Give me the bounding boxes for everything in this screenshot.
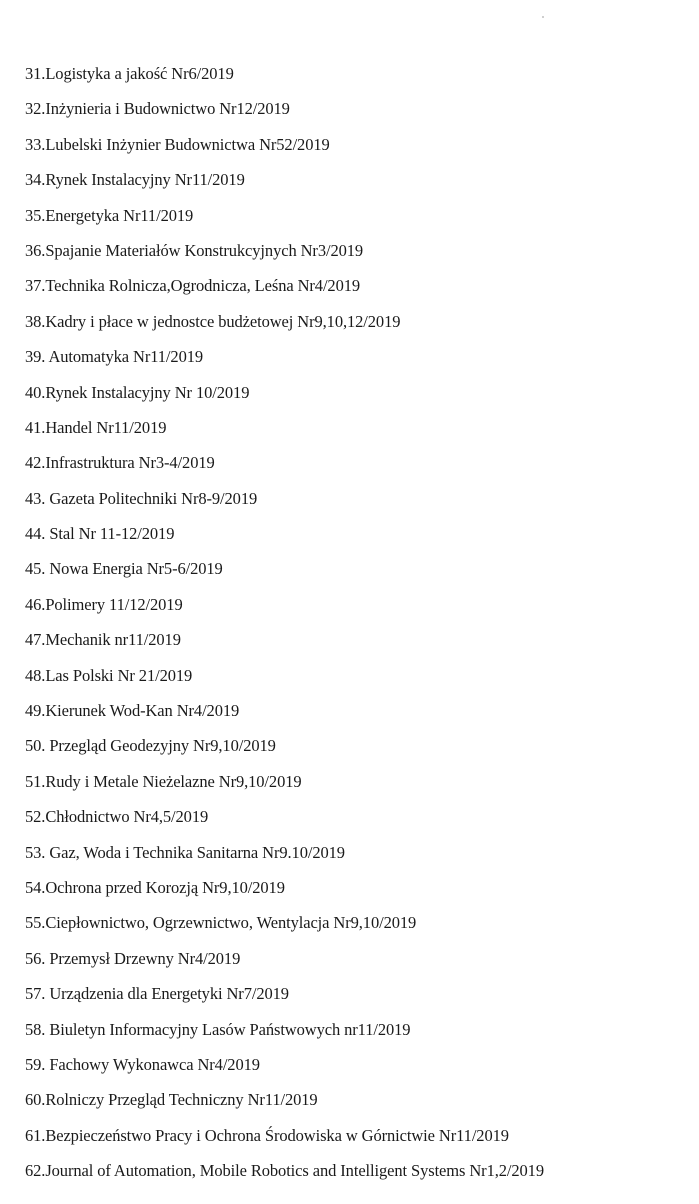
list-item: 32.Inżynieria i Budownictwo Nr12/2019 (25, 99, 290, 119)
list-item: 38.Kadry i płace w jednostce budżetowej Nr9,10,12/2019 (25, 311, 401, 331)
list-item: 47.Mechanik nr11/2019 (25, 630, 181, 650)
periodicals-list (25, 61, 544, 1194)
list-item: 37.Technika Rolnicza,Ogrodnicza, Leśna Nr4/2019 (25, 276, 361, 296)
list-item: 60.Rolniczy Przegląd Techniczny Nr11/2019 (25, 1090, 318, 1110)
list-item: 36.Spajanie Materiałów Konstrukcyjnych Nr3/2019 (25, 240, 364, 260)
list-item: 55.Ciepłownictwo, Ogrzewnictwo, Wentylacja Nr9,10/2019 (25, 913, 417, 933)
list-item: 35.Energetyka Nr11/2019 (25, 205, 194, 225)
list-item: 44. Stal Nr 11-12/2019 (25, 524, 175, 544)
list-item: 34.Rynek Instalacyjny Nr11/2019 (25, 170, 245, 190)
list-item: 57. Urządzenia dla Energetyki Nr7/2019 (25, 984, 289, 1004)
list-item: 50. Przegląd Geodezyjny Nr9,10/2019 (25, 736, 276, 756)
list-item: 39. Automatyka Nr11/2019 (25, 347, 204, 367)
list-item: 59. Fachowy Wykonawca Nr4/2019 (25, 1054, 260, 1074)
list-item: 56. Przemysł Drzewny Nr4/2019 (25, 948, 241, 968)
list-item: 45. Nowa Energia Nr5-6/2019 (25, 559, 223, 579)
list-item: 53. Gaz, Woda i Technika Sanitarna Nr9.10/2019 (25, 842, 345, 862)
list-item: 48.Las Polski Nr 21/2019 (25, 665, 193, 685)
list-item: 58. Biuletyn Informacyjny Lasów Państwowych nr11/2019 (25, 1019, 411, 1039)
list-item: 61.Bezpieczeństwo Pracy i Ochrona Środowiska w Górnictwie Nr11/2019 (25, 1125, 509, 1145)
scan-artifact (542, 16, 544, 18)
list-item: 51.Rudy i Metale Nieżelazne Nr9,10/2019 (25, 771, 302, 791)
list-item: 49.Kierunek Wod-Kan Nr4/2019 (25, 701, 240, 721)
list-item: 46.Polimery 11/12/2019 (25, 594, 183, 614)
list-item: 41.Handel Nr11/2019 (25, 417, 167, 437)
list-item: 33.Lubelski Inżynier Budownictwa Nr52/2019 (25, 134, 330, 154)
list-item: 42.Infrastruktura Nr3-4/2019 (25, 453, 215, 473)
list-item: 40.Rynek Instalacyjny Nr 10/2019 (25, 382, 250, 402)
list-item: 52.Chłodnictwo Nr4,5/2019 (25, 807, 209, 827)
list-item: 43. Gazeta Politechniki Nr8-9/2019 (25, 488, 258, 508)
list-item: 62.Journal of Automation, Mobile Robotics and Intelligent Systems Nr1,2/2019 (25, 1161, 544, 1181)
list-item: 31.Logistyka a jakość Nr6/2019 (25, 64, 234, 83)
list-item: 54.Ochrona przed Korozją Nr9,10/2019 (25, 877, 285, 897)
